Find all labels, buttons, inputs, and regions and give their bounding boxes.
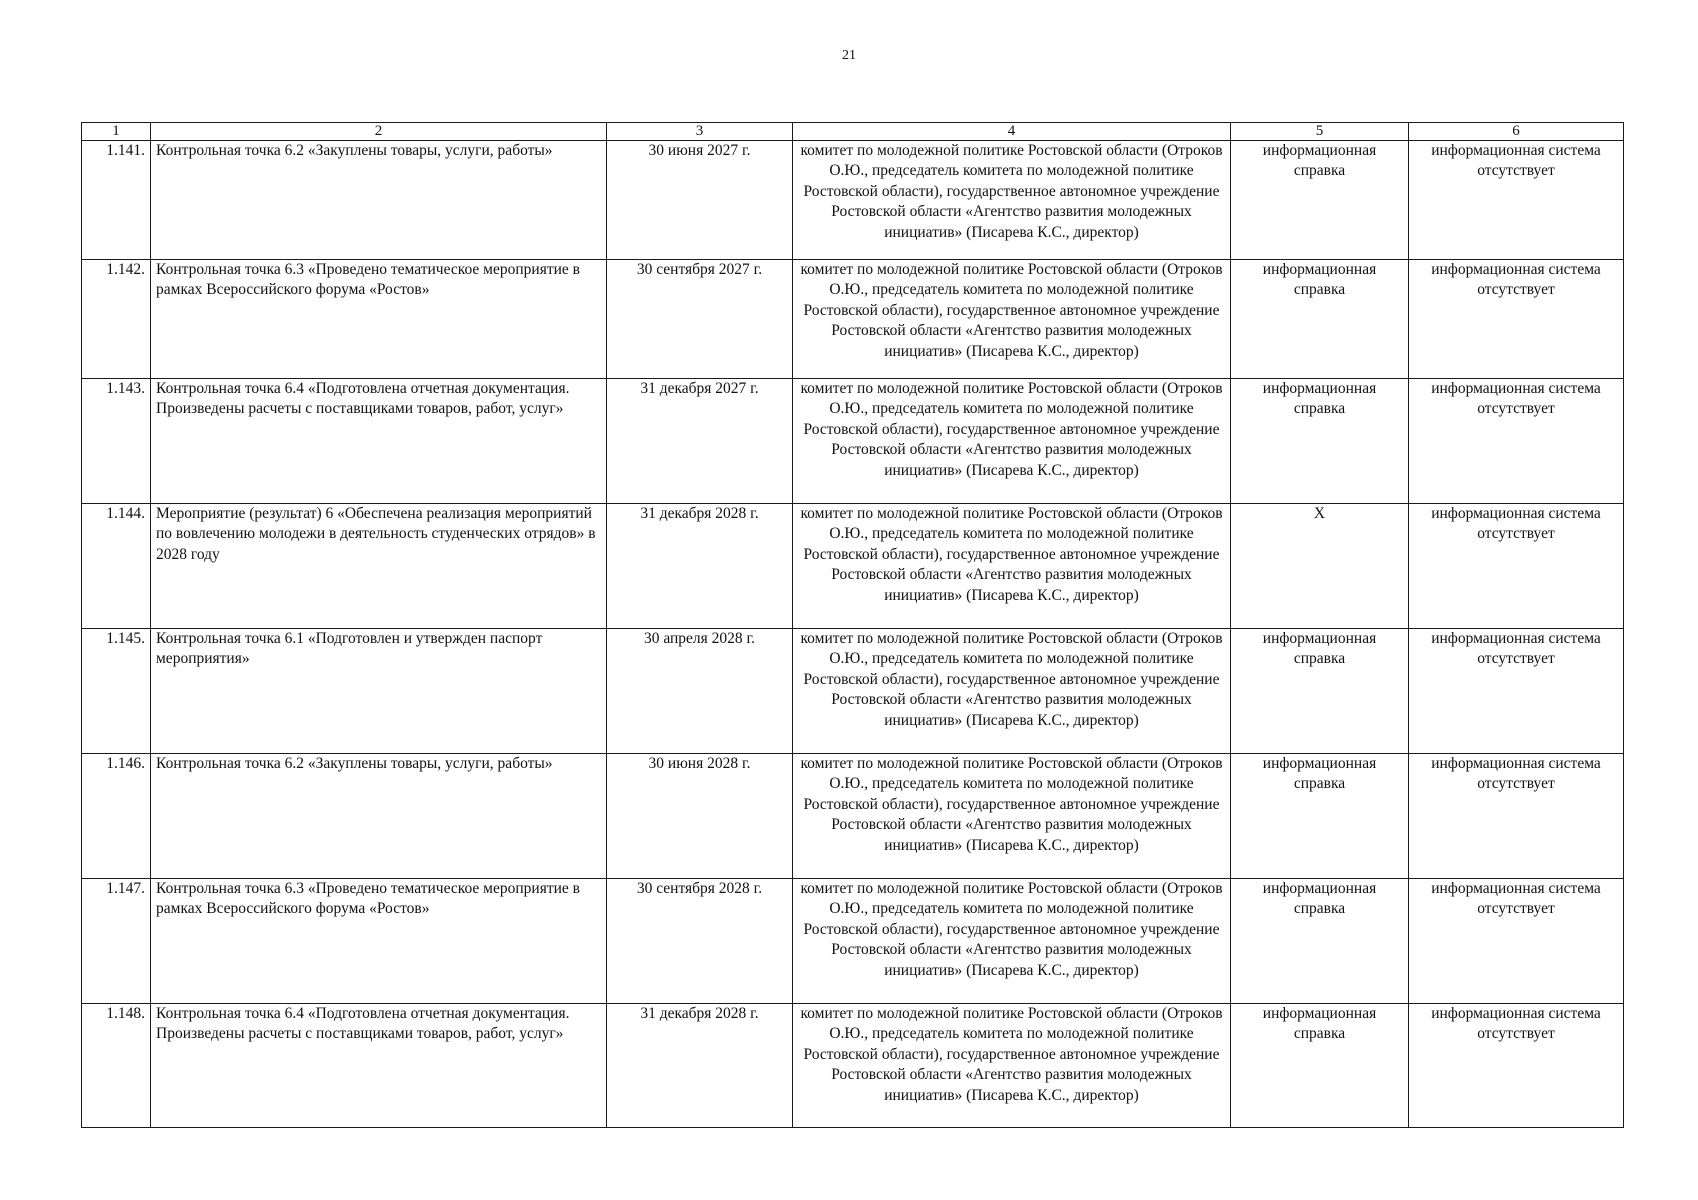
header-row bbox=[82, 123, 1624, 141]
table-row bbox=[82, 1004, 1624, 1128]
responsible-executor: комитет по молодежной политике Ростовской области (Отроков О.Ю., председатель комитета по молодежной политике Ростовской области), государственное автономное учреждение Ростовской области «Агентство развития молодежных инициатив» (Писарева К.С., директор) bbox=[793, 260, 1231, 379]
confirming-document: информационная справка bbox=[1231, 754, 1409, 879]
table-row bbox=[82, 879, 1624, 1004]
page-number: 21 bbox=[842, 48, 856, 63]
event-name: Контрольная точка 6.3 «Проведено тематическое мероприятие в рамках Всероссийского форума «Ростов» bbox=[151, 879, 607, 1004]
information-system: информационная система отсутствует bbox=[1409, 629, 1624, 754]
confirming-document: информационная справка bbox=[1231, 1004, 1409, 1128]
column-header: 1 bbox=[82, 123, 151, 141]
confirming-document: информационная справка bbox=[1231, 141, 1409, 260]
confirming-document: информационная справка bbox=[1231, 379, 1409, 504]
information-system: информационная система отсутствует bbox=[1409, 1004, 1624, 1128]
deadline-date: 30 сентября 2027 г. bbox=[607, 260, 793, 379]
row-number: 1.145. bbox=[82, 629, 151, 754]
responsible-executor: комитет по молодежной политике Ростовской области (Отроков О.Ю., председатель комитета по молодежной политике Ростовской области), государственное автономное учреждение Ростовской области «Агентство развития молодежных инициатив» (Писарева К.С., директор) bbox=[793, 754, 1231, 879]
row-number: 1.142. bbox=[82, 260, 151, 379]
deadline-date: 31 декабря 2028 г. bbox=[607, 504, 793, 629]
event-name: Контрольная точка 6.2 «Закуплены товары, услуги, работы» bbox=[151, 754, 607, 879]
event-name: Контрольная точка 6.2 «Закуплены товары, услуги, работы» bbox=[151, 141, 607, 260]
event-name: Мероприятие (результат) 6 «Обеспечена реализация мероприятий по вовлечению молодежи в деятельность студенческих отрядов» в 2028 году bbox=[151, 504, 607, 629]
deadline-date: 30 июня 2028 г. bbox=[607, 754, 793, 879]
deadline-date: 30 апреля 2028 г. bbox=[607, 629, 793, 754]
column-header: 4 bbox=[793, 123, 1231, 141]
event-name: Контрольная точка 6.4 «Подготовлена отчетная документация. Произведены расчеты с поставщиками товаров, работ, услуг» bbox=[151, 1004, 607, 1128]
information-system: информационная система отсутствует bbox=[1409, 379, 1624, 504]
table-row bbox=[82, 754, 1624, 879]
responsible-executor: комитет по молодежной политике Ростовской области (Отроков О.Ю., председатель комитета по молодежной политике Ростовской области), государственное автономное учреждение Ростовской области «Агентство развития молодежных инициатив» (Писарева К.С., директор) bbox=[793, 379, 1231, 504]
information-system: информационная система отсутствует bbox=[1409, 260, 1624, 379]
row-number: 1.144. bbox=[82, 504, 151, 629]
column-header: 2 bbox=[151, 123, 607, 141]
confirming-document: информационная справка bbox=[1231, 879, 1409, 1004]
deadline-date: 30 июня 2027 г. bbox=[607, 141, 793, 260]
event-name: Контрольная точка 6.4 «Подготовлена отчетная документация. Произведены расчеты с поставщиками товаров, работ, услуг» bbox=[151, 379, 607, 504]
table-row bbox=[82, 504, 1624, 629]
information-system: информационная система отсутствует bbox=[1409, 879, 1624, 1004]
table-row bbox=[82, 141, 1624, 260]
confirming-document: информационная справка bbox=[1231, 629, 1409, 754]
responsible-executor: комитет по молодежной политике Ростовской области (Отроков О.Ю., председатель комитета по молодежной политике Ростовской области), государственное автономное учреждение Ростовской области «Агентство развития молодежных инициатив» (Писарева К.С., директор) bbox=[793, 879, 1231, 1004]
deadline-date: 31 декабря 2028 г. bbox=[607, 1004, 793, 1128]
row-number: 1.146. bbox=[82, 754, 151, 879]
responsible-executor: комитет по молодежной политике Ростовской области (Отроков О.Ю., председатель комитета по молодежной политике Ростовской области), государственное автономное учреждение Ростовской области «Агентство развития молодежных инициатив» (Писарева К.С., директор) bbox=[793, 141, 1231, 260]
row-number: 1.143. bbox=[82, 379, 151, 504]
responsible-executor: комитет по молодежной политике Ростовской области (Отроков О.Ю., председатель комитета по молодежной политике Ростовской области), государственное автономное учреждение Ростовской области «Агентство развития молодежных инициатив» (Писарева К.С., директор) bbox=[793, 1004, 1231, 1128]
row-number: 1.141. bbox=[82, 141, 151, 260]
control-points-table bbox=[81, 122, 1624, 1128]
confirming-document: Х bbox=[1231, 504, 1409, 629]
responsible-executor: комитет по молодежной политике Ростовской области (Отроков О.Ю., председатель комитета по молодежной политике Ростовской области), государственное автономное учреждение Ростовской области «Агентство развития молодежных инициатив» (Писарева К.С., директор) bbox=[793, 629, 1231, 754]
information-system: информационная система отсутствует bbox=[1409, 504, 1624, 629]
row-number: 1.147. bbox=[82, 879, 151, 1004]
deadline-date: 30 сентября 2028 г. bbox=[607, 879, 793, 1004]
table-row bbox=[82, 379, 1624, 504]
event-name: Контрольная точка 6.3 «Проведено тематическое мероприятие в рамках Всероссийского форума «Ростов» bbox=[151, 260, 607, 379]
column-header: 6 bbox=[1409, 123, 1624, 141]
confirming-document: информационная справка bbox=[1231, 260, 1409, 379]
responsible-executor: комитет по молодежной политике Ростовской области (Отроков О.Ю., председатель комитета по молодежной политике Ростовской области), государственное автономное учреждение Ростовской области «Агентство развития молодежных инициатив» (Писарева К.С., директор) bbox=[793, 504, 1231, 629]
information-system: информационная система отсутствует bbox=[1409, 141, 1624, 260]
column-header: 5 bbox=[1231, 123, 1409, 141]
row-number: 1.148. bbox=[82, 1004, 151, 1128]
event-name: Контрольная точка 6.1 «Подготовлен и утвержден паспорт мероприятия» bbox=[151, 629, 607, 754]
table-row bbox=[82, 260, 1624, 379]
deadline-date: 31 декабря 2027 г. bbox=[607, 379, 793, 504]
table-row bbox=[82, 629, 1624, 754]
column-header: 3 bbox=[607, 123, 793, 141]
information-system: информационная система отсутствует bbox=[1409, 754, 1624, 879]
